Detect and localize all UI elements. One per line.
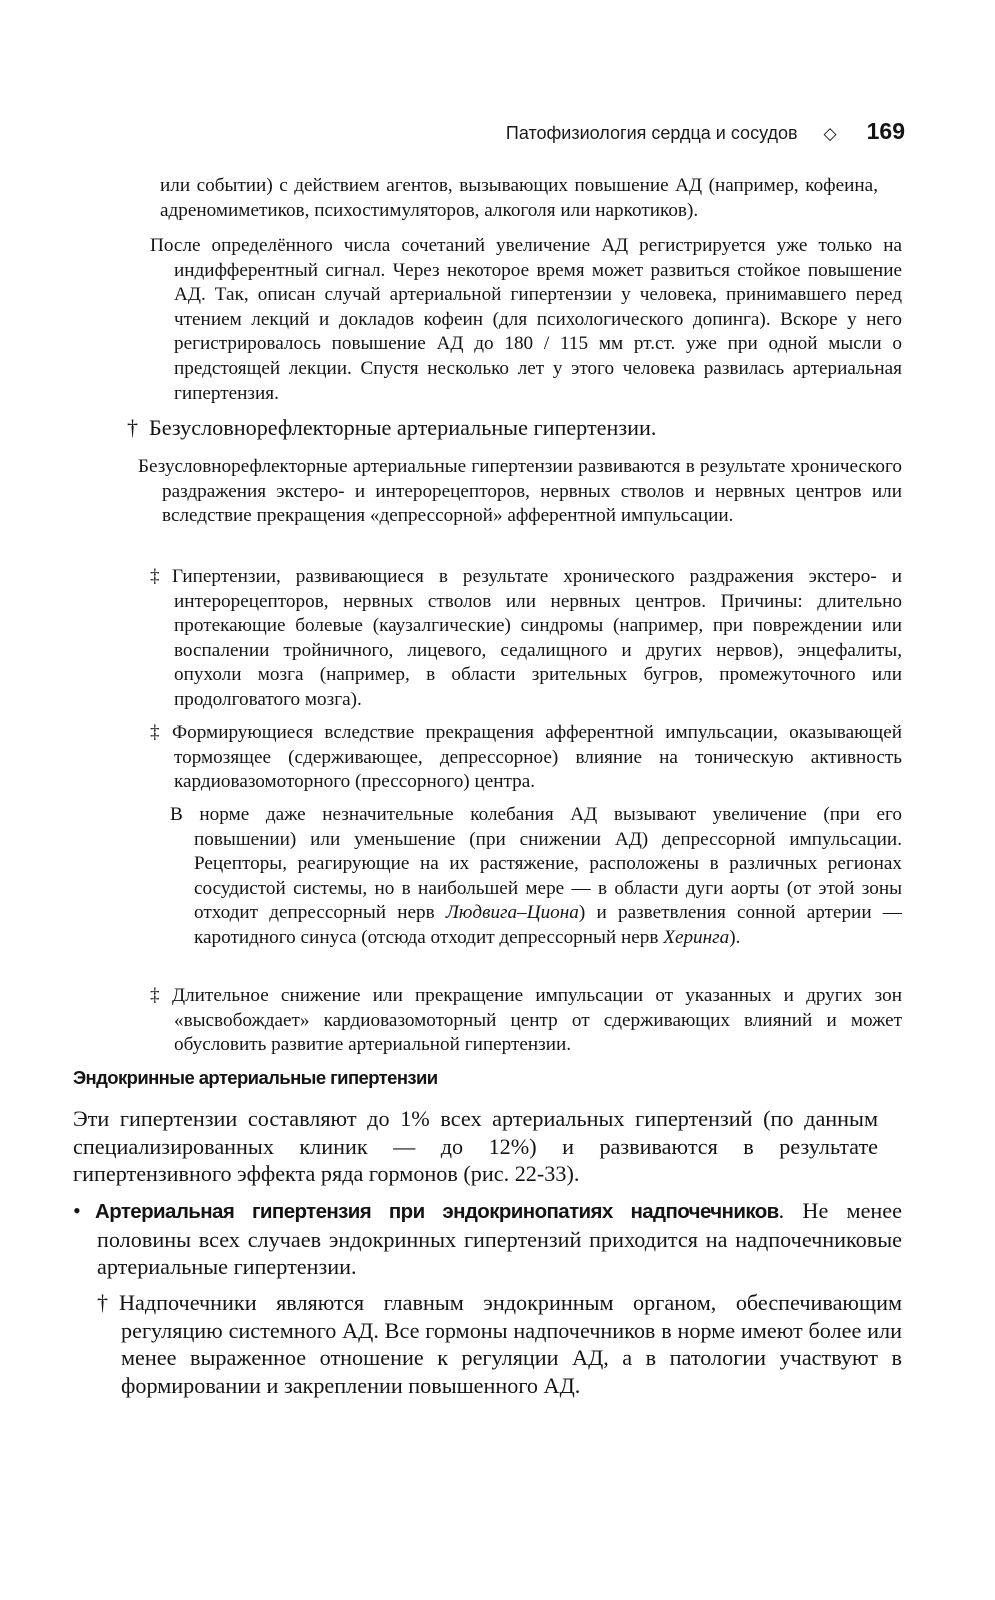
paragraph-case-study: После определённого числа сочетаний увеличение АД регистрируется уже только на индифферентный сигнал. Через некоторое время может развиться стойкое повышение АД. Так, описан случай артериальной гипертензии у человека, принимавшего перед чтением лекций и докладов кофеин (для психологического допинга). Вскоре у него регистрировалось повышение АД до 180 / 115 мм рт.ст. уже при одной мысли о предстоящей лекции. Спустя несколько лет у этого человека развилась артериальная гипертензия. [150,235,902,404]
bullet-text: . Не менее половины всех случаев эндокринных гипертензий приходится на надпочечниковые артериальные гипертензии. [97,1198,902,1280]
paragraph-endocrine-intro: Эти гипертензии составляют до 1% всех артериальных гипертензий (по данным специализированных клиник — до 12%) и развиваются в результате гипертензивного эффекта ряда гормонов (рис. 22-33). [73,1106,878,1187]
dagger-item-unconditioned [127,414,902,442]
section-heading: Эндокринные артериальные гипертензии [73,1067,438,1088]
double-dagger-icon: ‡ [150,722,160,743]
nerve-name-hering: Херинга [663,926,730,948]
page-number: 169 [866,118,905,144]
double-dagger-item-text: Длительное снижение или прекращение импульсации от указанных и других зон «высвобождает» кардиовазомоторный центр от сдерживающих влияний и может обусловить развитие артериальной гипертензии. [172,985,902,1056]
diamond-icon: ◇ [823,124,837,144]
running-header [380,118,905,148]
dagger-icon: † [97,1290,109,1315]
double-dagger-item-chronic [150,565,902,713]
double-dagger-item-text: Формирующиеся вследствие прекращения афферентной импульсации, оказывающей тормозящее (сдерживающее, депрессорное) влияние на тоническую активность кардиовазомоторного (прессорного) центра. [172,722,902,793]
paragraph-unconditioned-description: Безусловнорефлекторные артериальные гипертензии развиваются в результате хронического раздражения экстеро- и интерорецепторов, нервных стволов и нервных центров или вследствие прекращения «депрессорной» афферентной импульсации. [138,456,902,527]
bullet-bold-term: Артериальная гипертензия при эндокринопатиях надпочечников [95,1200,779,1223]
paragraph-depressor-nerves [170,803,902,951]
bullet-item-adrenal [73,1197,902,1281]
dagger-icon: † [127,415,139,440]
dagger-item-text: Надпочечники являются главным эндокринным органом, обеспечивающим регуляцию системного АД. Все гормоны надпочечников в норме имеют более или менее выраженное отношение к регуляции АД, а в патологии участвуют в формировании и закреплении повышенного АД. [119,1290,902,1398]
section-title: Патофизиология сердца и сосудов [505,123,798,143]
bullet-icon: • [73,1198,81,1223]
paragraph-text: ). [729,926,741,948]
double-dagger-item-text: Гипертензии, развивающиеся в результате хронического раздражения экстеро- и интерорецепторов, нервных стволов или нервных центров. Причины: длительно протекающие болевые (каузалгические) синдромы (например, при повреждении или воспалении тройничного, лицевого, седалищного и других нервов), энцефалиты, опухоли мозга (например, в области зрительных бугров, промежуточного или продолговатого мозга). [172,566,902,710]
dagger-item-text: Безусловнорефлекторные артериальные гипертензии. [149,415,657,440]
double-dagger-icon: ‡ [150,566,160,587]
nerve-name-ludwig-cyon: Людвига–Циона [445,902,579,924]
double-dagger-item-release [150,984,902,1058]
double-dagger-item-afferent [150,721,902,795]
paragraph-text: ) и разветвления сонной артерии — каротидного синуса (отсюда отходит депрессорный нерв [194,902,902,948]
dagger-item-adrenal-glands [97,1289,902,1399]
paragraph-continuation: или событии) с действием агентов, вызывающих повышение АД (например, кофеина, адреномиметиков, психостимуляторов, алкоголя или наркотиков). [160,175,878,221]
paragraph-text: В норме даже незначительные колебания АД вызывают увеличение (при его повышении) или уменьшение (при снижении АД) депрессорной импульсации. Рецепторы, реагирующие на их растяжение, расположены в различных регионах сосудистой системы, но в наибольшей мере — в области дуги аорты (от этой зоны отходит депрессорный нерв [170,804,902,924]
double-dagger-icon: ‡ [150,985,160,1006]
